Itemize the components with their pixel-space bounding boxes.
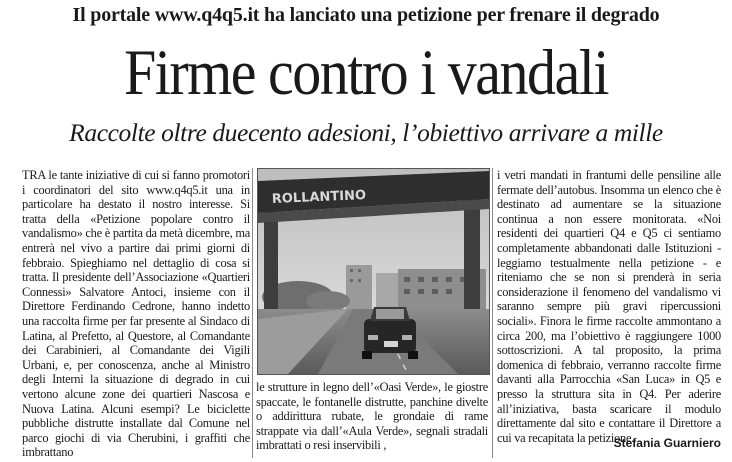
- article-photo: [257, 168, 490, 375]
- article-subhead: Raccolte oltre duecento adesioni, l’obiettivo arrivare a mille: [69, 118, 663, 147]
- article-headline: Firme contro i vandali: [123, 36, 609, 109]
- article-column-3: [497, 168, 721, 445]
- article-kicker: Il portale www.q4q5.it ha lanciato una petizione per frenare il degrado: [72, 4, 660, 26]
- column-divider: [492, 168, 493, 458]
- bridge-graffiti: ROLLANTINO: [271, 188, 367, 207]
- column-3-text: i vetri mandati in frantumi delle pensiline alle fermate dell’autobus. Insomma un elenco che è destinato ad aumentare se la situazione continua a non essere monitorata. «Noi residenti dei quartieri Q4 e Q5 ci sentiamo completamente abbandonati dalle Istituzioni - leggiamo testualmente nella petizione - e riteniamo che se non si prenderà in seria considerazione il fenomeno del vandalismo vi saranno sempre più gravi ripercussioni sociali». Finora le firme raccolte ammontano a circa 200, ma l’obiettivo è raggiungere 1000 sottoscrizioni. A tal proposito, la prima domenica di febbraio, verranno raccolte firme davanti alla Parrocchia «San Luca» in Q5 e presso la struttura sita in Q4. Per aderire all’iniziativa, basta scaricare il modulo direttamente dal sito e contattare il Direttore a cui va recapitata la petizione.: [497, 168, 721, 445]
- author-signature: Stefania Guarniero: [613, 436, 721, 450]
- column-1-text: TRA le tante iniziative di cui si fanno promotori i coordinatori del sito www.q4q5.it una in particolare ha destato il nostro interesse. Si tratta della «Petizione popolare contro il vandalismo» che è partita da metà dicembre, ma entrerà nel vivo a partire dai primi giorni di febbraio. Spieghiamo nel dettaglio di cosa si tratta. Il presidente dell’Associazione «Quartieri Connessi» Salvatore Antoci, insieme con il Direttore Ferdinando Cedrone, hanno indetto una raccolta firme per far presente al Sindaco di Latina, al Prefetto, al Questore, al Comandante dei Carabinieri, al Comandante dei Vigili Urbani, e, per conoscenza, anche al Ministro degli Interni la situazione di degrado in cui vertono alcune zone dei quartieri Nascosa e Nuova Latina. Alcuni esempi? Le biciclette pubbliche distrutte installate dal Comune nel parco giochi di via Cherubini, i graffiti che imbrattano: [22, 168, 250, 460]
- column-divider: [252, 168, 253, 458]
- article-column-1: [22, 168, 250, 460]
- column-2-text: le strutture in legno dell’«Oasi Verde», le giostre spaccate, le fontanelle distrutte, panchine divelte o addirittura rubate, le grondaie di rame strappate via dall’«Aula Verde», segnali stradali imbrattati o resi inservibili ,: [256, 380, 488, 453]
- article-column-2: [256, 380, 488, 453]
